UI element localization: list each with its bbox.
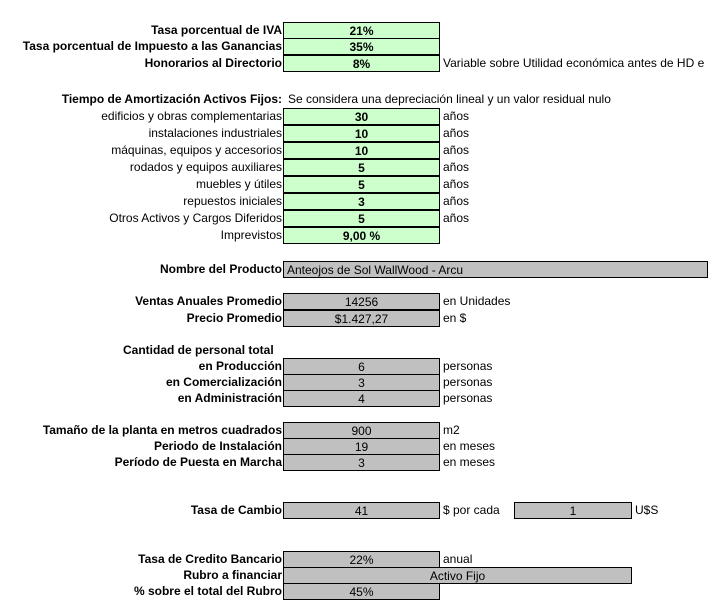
amortizacion-title: Tiempo de Amortización Activos Fijos: xyxy=(61,92,282,106)
cambio-cell[interactable]: 41 xyxy=(283,502,440,519)
ganancias-label: Tasa porcentual de Impuesto a las Ganancias xyxy=(22,39,282,53)
amort-label-instalaciones: instalaciones industriales xyxy=(148,126,282,140)
amort-label-muebles: muebles y útiles xyxy=(195,177,282,191)
credito-tasa-unit: anual xyxy=(443,552,473,566)
amort-cell-edificios[interactable]: 30 xyxy=(283,108,440,125)
amort-cell-repuestos[interactable]: 3 xyxy=(283,193,440,210)
personal-label-comercializacion: en Comercialización xyxy=(165,375,282,389)
ventas-label: Ventas Anuales Promedio xyxy=(135,294,282,308)
honorarios-cell[interactable]: 8% xyxy=(283,55,440,72)
personal-label-produccion: en Producción xyxy=(198,359,282,373)
amort-cell-rodados[interactable]: 5 xyxy=(283,159,440,176)
precio-cell[interactable]: $1.427,27 xyxy=(283,310,440,327)
tamano-unit: m2 xyxy=(443,423,460,437)
producto-label: Nombre del Producto xyxy=(159,262,282,276)
amort-unit: años xyxy=(443,177,470,191)
producto-cell[interactable]: Anteojos de Sol WallWood - Arcu xyxy=(283,261,708,278)
amort-label-repuestos: repuestos iniciales xyxy=(183,194,282,208)
tamano-cell[interactable]: 900 xyxy=(283,422,440,439)
usd-unit: U$S xyxy=(635,503,659,517)
amort-label-edificios: edificios y obras complementarias xyxy=(101,109,282,123)
honorarios-note: Variable sobre Utilidad económica antes de HD e xyxy=(443,56,705,70)
amort-unit: años xyxy=(443,194,470,208)
amort-unit: años xyxy=(443,109,470,123)
personal-cell-produccion[interactable]: 6 xyxy=(283,358,440,375)
credito-tasa-label: Tasa de Credito Bancario xyxy=(138,552,282,566)
precio-label: Precio Promedio xyxy=(186,311,282,325)
personal-unit: personas xyxy=(443,359,493,373)
usd-cell[interactable]: 1 xyxy=(514,502,632,519)
rubro-label: Rubro a financiar xyxy=(183,568,282,582)
ganancias-cell[interactable]: 35% xyxy=(283,38,440,55)
amort-cell-maquinas[interactable]: 10 xyxy=(283,142,440,159)
amort-label-otros: Otros Activos y Cargos Diferidos xyxy=(109,211,282,225)
imprevistos-cell[interactable]: 9,00 % xyxy=(283,227,440,244)
marcha-label: Período de Puesta en Marcha xyxy=(114,455,282,469)
cambio-por-cada: $ por cada xyxy=(443,503,500,517)
credito-tasa-cell[interactable]: 22% xyxy=(283,551,440,568)
personal-cell-administracion[interactable]: 4 xyxy=(283,390,440,407)
personal-title: Cantidad de personal total xyxy=(123,343,274,357)
personal-unit: personas xyxy=(443,375,493,389)
marcha-unit: en meses xyxy=(443,455,496,469)
amortizacion-note: Se considera una depreciación lineal y un valor residual nulo xyxy=(288,92,611,106)
ventas-cell[interactable]: 14256 xyxy=(283,293,440,310)
amort-cell-otros[interactable]: 5 xyxy=(283,210,440,227)
amort-cell-instalaciones[interactable]: 10 xyxy=(283,125,440,142)
rubro-cell[interactable]: Activo Fijo xyxy=(283,567,632,584)
amort-unit: años xyxy=(443,211,470,225)
honorarios-label: Honorarios al Directorio xyxy=(144,56,282,70)
tamano-label: Tamaño de la planta en metros cuadrados xyxy=(42,423,282,437)
iva-label: Tasa porcentual de IVA xyxy=(151,23,282,37)
instalacion-label: Periodo de Instalación xyxy=(153,439,282,453)
personal-cell-comercializacion[interactable]: 3 xyxy=(283,374,440,391)
personal-unit: personas xyxy=(443,391,493,405)
cambio-label: Tasa de Cambio xyxy=(190,503,282,517)
amort-unit: años xyxy=(443,143,470,157)
pct-label: % sobre el total del Rubro xyxy=(133,584,282,598)
amort-cell-muebles[interactable]: 5 xyxy=(283,176,440,193)
precio-unit: en $ xyxy=(443,311,467,325)
instalacion-cell[interactable]: 19 xyxy=(283,438,440,455)
marcha-cell[interactable]: 3 xyxy=(283,454,440,471)
instalacion-unit: en meses xyxy=(443,439,496,453)
amort-label-maquinas: máquinas, equipos y accesorios xyxy=(111,143,282,157)
amort-unit: años xyxy=(443,126,470,140)
amort-label-rodados: rodados y equipos auxiliares xyxy=(129,160,282,174)
iva-cell[interactable]: 21% xyxy=(283,22,440,39)
pct-cell[interactable]: 45% xyxy=(283,583,440,600)
ventas-unit: en Unidades xyxy=(443,294,511,308)
amort-unit: años xyxy=(443,160,470,174)
personal-label-administracion: en Administración xyxy=(177,391,282,405)
imprevistos-label: Imprevistos xyxy=(220,228,282,242)
